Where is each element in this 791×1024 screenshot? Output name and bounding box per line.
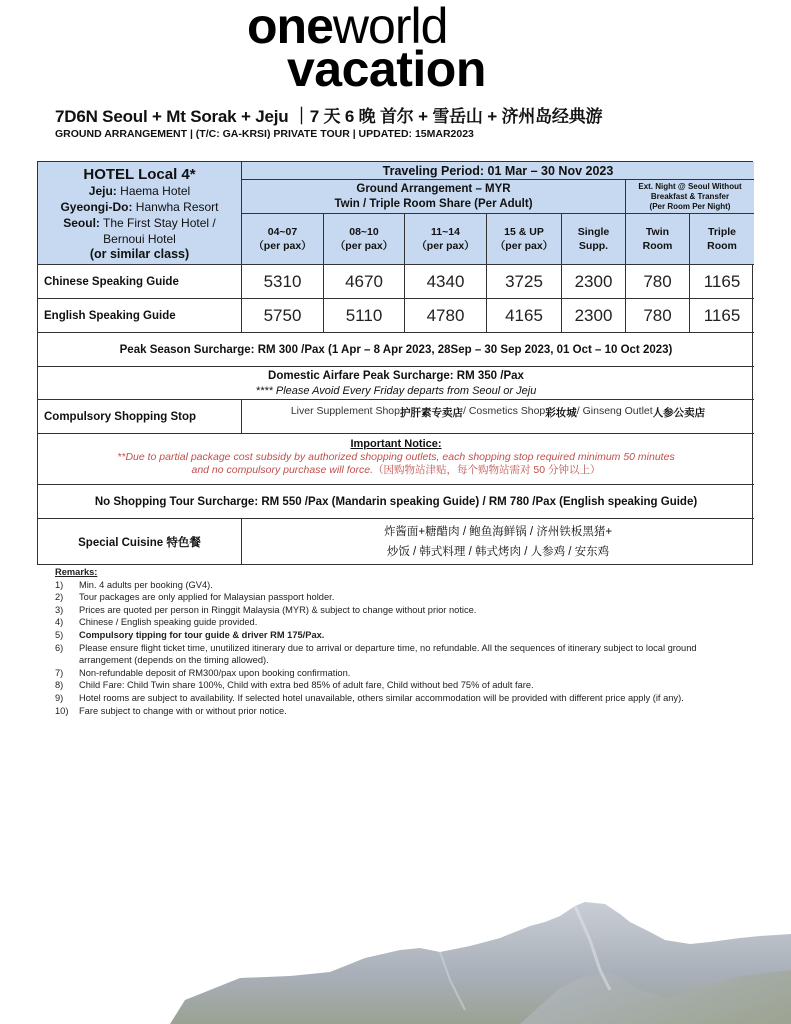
hotel-value: The First Stay Hotel / <box>99 215 216 230</box>
remark-item <box>55 667 705 680</box>
remark-item <box>55 679 705 692</box>
shop-en: Liver Supplement Shop <box>290 405 400 417</box>
no-shopping-surcharge: No Shopping Tour Surcharge: RM 550 /Pax (Mandarin speaking Guide) / RM 780 /Pax (English speaking Guide) <box>38 485 754 519</box>
remark-text: Prices are quoted per person in Ringgit Malaysia (MYR) & subject to change without prior notice. <box>79 604 477 615</box>
remark-item <box>55 591 705 604</box>
page-subtitle: GROUND ARRANGEMENT | (T/C: GA-KRSI) PRIVATE TOUR | UPDATED: 15MAR2023 <box>55 128 474 140</box>
shopping-stop-list <box>242 400 754 434</box>
notice-line-2 <box>191 464 600 477</box>
remark-item <box>55 604 705 617</box>
col-l2: （per pax） <box>334 240 394 252</box>
price-cell: 4670 <box>324 265 405 299</box>
domestic-surcharge-text: Domestic Airfare Peak Surcharge: RM 350 /Pax <box>268 369 524 382</box>
remark-item <box>55 616 705 629</box>
notice-line-2-en: and no compulsory purchase will force. <box>191 464 373 476</box>
col-l1: 04~07 <box>267 226 298 238</box>
hotel-label: Gyeongi-Do: <box>60 199 133 214</box>
col-header-twin-room <box>626 214 690 265</box>
shop-zh: 护肝素专卖店 <box>399 407 463 419</box>
special-cuisine-list <box>242 519 754 564</box>
remark-number: 2) <box>55 592 64 603</box>
remark-number: 10) <box>55 705 69 716</box>
remarks-section <box>55 566 705 717</box>
ground-arrangement-header <box>242 180 626 214</box>
hotel-similar-class: (or similar class) <box>89 246 190 261</box>
col-l1: Single <box>577 226 610 238</box>
friday-warning-text: **** Please Avoid Every Friday departs from Seoul or Jeju <box>255 384 537 397</box>
hotel-line-gyeongido <box>60 199 218 215</box>
remark-number: 7) <box>55 667 64 678</box>
col-header-08-10 <box>324 214 405 265</box>
col-l2: （per pax） <box>494 240 554 252</box>
shop-en: / Cosmetics Shop <box>462 405 546 417</box>
remark-text: Please ensure flight ticket time, unutilized itinerary due to arrival or departure time, no refundable. All the sequences of itinerary subject to local ground arrangement (depends on the timing allowed). <box>79 642 697 666</box>
brand-logo <box>247 0 547 97</box>
remark-number: 5) <box>55 629 64 640</box>
ground-line-1: Ground Arrangement – MYR <box>356 182 511 195</box>
row-label-chinese-guide: Chinese Speaking Guide <box>38 265 242 299</box>
hotel-header-cell <box>38 162 242 265</box>
ext-line-1: Ext. Night @ Seoul Without <box>638 181 742 191</box>
col-header-15-up <box>487 214 562 265</box>
shop-zh: 人参公卖店 <box>652 407 706 419</box>
remark-number: 9) <box>55 692 64 703</box>
special-cuisine-label: Special Cuisine 特色餐 <box>38 519 242 564</box>
domestic-airfare-surcharge <box>38 367 754 400</box>
remark-item <box>55 629 705 642</box>
price-cell: 2300 <box>562 299 626 333</box>
shop-zh: 彩妆城 <box>545 407 577 419</box>
remark-item <box>55 692 705 705</box>
price-cell: 4165 <box>487 299 562 333</box>
price-cell: 2300 <box>562 265 626 299</box>
remark-item <box>55 705 705 718</box>
remark-text: Min. 4 adults per booking (GV4). <box>79 579 213 590</box>
col-l2: （per pax） <box>253 240 312 252</box>
logo-line-2: vacation <box>287 41 486 97</box>
remark-item <box>55 642 705 667</box>
col-l2: Room <box>642 240 673 252</box>
price-cell: 1165 <box>690 265 754 299</box>
col-l1: 08~10 <box>349 226 379 238</box>
mountain-image <box>0 880 791 1024</box>
price-cell: 4780 <box>405 299 487 333</box>
ground-line-2: Twin / Triple Room Share (Per Adult) <box>334 197 533 210</box>
remark-text: Compulsory tipping for tour guide & driver RM 175/Pax. <box>79 629 325 640</box>
col-header-11-14 <box>405 214 487 265</box>
hotel-title: HOTEL Local 4* <box>83 165 196 183</box>
remark-text: Child Fare: Child Twin share 100%, Child with extra bed 85% of adult fare, Child without bed 75% of adult fare. <box>79 680 534 691</box>
price-cell: 4340 <box>405 265 487 299</box>
col-l1: Triple <box>707 226 736 238</box>
notice-title: Important Notice: <box>350 438 442 450</box>
cuisine-line-2: 炒饭 / 韩式料理 / 韩式烤肉 / 人参鸡 / 安东鸡 <box>386 545 610 558</box>
price-cell: 780 <box>626 299 690 333</box>
col-l2: Supp. <box>578 240 609 252</box>
col-header-single-supp <box>562 214 626 265</box>
col-l2: Room <box>707 240 737 252</box>
hotel-value: Bernoui Hotel <box>103 231 176 246</box>
pricing-table <box>37 161 753 565</box>
hotel-line-seoul <box>63 215 216 231</box>
notice-line-1: **Due to partial package cost subsidy by authorized shopping outlets, each shopping stop required minimum 50 minutes <box>117 451 675 463</box>
remark-number: 1) <box>55 579 64 590</box>
col-l1: Twin <box>645 226 670 238</box>
cuisine-line-1: 炸酱面+糖醋肉 / 鲍鱼海鲜锅 / 济州铁板黑猪+ <box>383 525 613 538</box>
remark-number: 3) <box>55 604 64 615</box>
ext-line-2: Breakfast & Transfer <box>650 191 730 201</box>
remark-item <box>55 579 705 592</box>
remark-text: Fare subject to change with or without prior notice. <box>79 705 287 716</box>
ext-line-3: (Per Room Per Night) <box>649 201 731 211</box>
price-cell: 5750 <box>242 299 324 333</box>
remark-number: 4) <box>55 617 64 628</box>
logo-world: world <box>332 0 448 54</box>
price-cell: 3725 <box>487 265 562 299</box>
price-cell: 1165 <box>690 299 754 333</box>
shopping-stop-label: Compulsory Shopping Stop <box>38 400 242 434</box>
remark-number: 6) <box>55 642 64 653</box>
price-cell: 5110 <box>324 299 405 333</box>
shop-en: / Ginseng Outlet <box>576 405 653 417</box>
remarks-title: Remarks: <box>55 567 98 577</box>
peak-season-surcharge: Peak Season Surcharge: RM 300 /Pax (1 Apr – 8 Apr 2023, 28Sep – 30 Sep 2023, 01 Oct – 10 Oct 2023) <box>38 333 754 367</box>
remark-text: Hotel rooms are subject to availability. If selected hotel unavailable, others similar accommodation will be provided with different price apply (if any). <box>79 692 684 703</box>
hotel-value: Hanwha Resort <box>132 199 219 214</box>
traveling-period: Traveling Period: 01 Mar – 30 Nov 2023 <box>242 162 754 180</box>
remark-text: Tour packages are only applied for Malaysian passport holder. <box>79 592 335 603</box>
hotel-value: Haema Hotel <box>116 183 191 198</box>
hotel-label: Jeju: <box>88 183 117 198</box>
price-cell: 5310 <box>242 265 324 299</box>
hotel-label: Seoul: <box>63 215 100 230</box>
price-cell: 780 <box>626 265 690 299</box>
important-notice <box>38 434 754 485</box>
hotel-line-jeju <box>89 183 190 199</box>
remark-number: 8) <box>55 680 64 691</box>
remark-text: Chinese / English speaking guide provided. <box>79 617 258 628</box>
col-header-triple-room <box>690 214 754 265</box>
logo-one: one <box>247 0 333 54</box>
notice-line-2-zh: （因购物站津贴，每个购物站需对 50 分钟以上） <box>373 464 601 476</box>
col-header-04-07 <box>242 214 324 265</box>
col-l2: （per pax） <box>416 240 475 252</box>
remark-text: Non-refundable deposit of RM300/pax upon booking confirmation. <box>79 667 351 678</box>
col-l1: 15 & UP <box>504 226 544 238</box>
hotel-line-seoul-2 <box>103 231 176 247</box>
row-label-english-guide: English Speaking Guide <box>38 299 242 333</box>
ext-night-header <box>626 180 754 214</box>
col-l1: 11~14 <box>431 226 460 238</box>
page-title: 7D6N Seoul + Mt Sorak + Jeju ｜7 天 6 晚 首尔 + 雪岳山 + 济州岛经典游 <box>55 107 603 126</box>
